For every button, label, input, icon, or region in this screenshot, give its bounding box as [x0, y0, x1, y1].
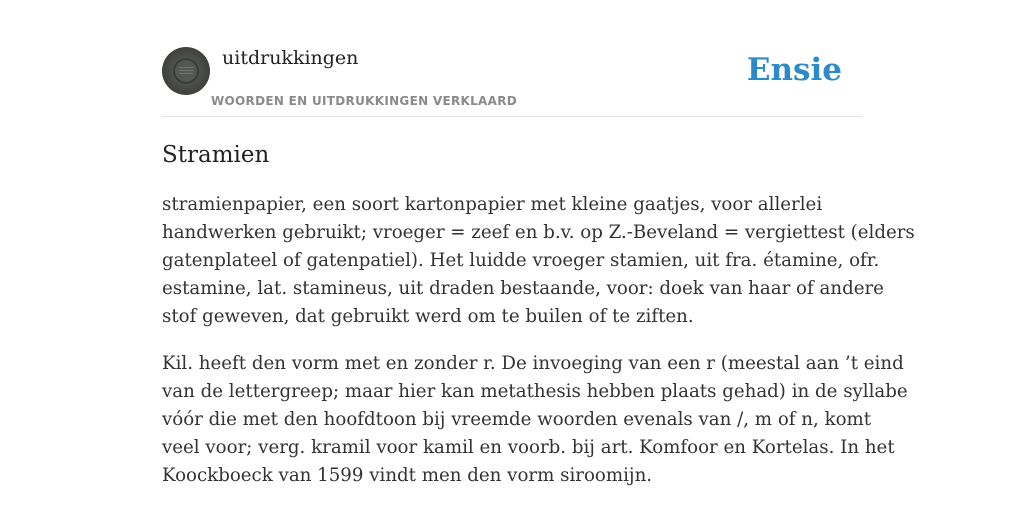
paragraph-line: vóór die met den hoofdtoon bij vreemde woorden evenals van /, m of n, komt [162, 409, 872, 430]
paragraph-line: van de lettergreep; maar hier kan metathesis hebben plaats gehad) in de syllabe [162, 381, 908, 402]
paragraph-line: Kil. heeft den vorm met en zonder r. De invoeging van een r (meestal aan ’t eind [162, 353, 904, 374]
paragraph-line: handwerken gebruikt; vroeger = zeef en b.v. op Z.-Beveland = vergiettest (elders [162, 222, 915, 243]
paragraph-line: veel voor; verg. kramil voor kamil en voorb. bij art. Komfoor en Kortelas. In het [162, 437, 895, 458]
paragraph-line: stof geweven, dat gebruikt werd om te builen of te ziften. [162, 306, 694, 327]
collection-name[interactable]: uitdrukkingen [222, 47, 359, 69]
paragraph-line: estamine, lat. stamineus, uit draden bestaande, voor: doek van haar of andere [162, 278, 884, 299]
paragraph-line: gatenplateel of gatenpatiel). Het luidde vroeger stamien, uit fra. étamine, ofr. [162, 250, 880, 271]
entry-paragraph [162, 350, 908, 490]
brand-logo[interactable]: Ensie [746, 52, 842, 88]
paragraph-line: stramienpapier, een soort kartonpapier met kleine gaatjes, voor allerlei [162, 194, 823, 215]
entry-title: Stramien [162, 142, 270, 168]
entry-content [162, 139, 915, 509]
collection-subtitle: WOORDEN EN UITDRUKKINGEN VERKLAARD [211, 94, 518, 108]
book-cover-icon [173, 58, 199, 84]
entry-paragraph [162, 191, 915, 331]
collection-avatar-icon[interactable] [162, 47, 210, 95]
paragraph-line: Koockboeck van 1599 vindt men den vorm siroomijn. [162, 465, 653, 486]
collection-header [162, 40, 862, 117]
